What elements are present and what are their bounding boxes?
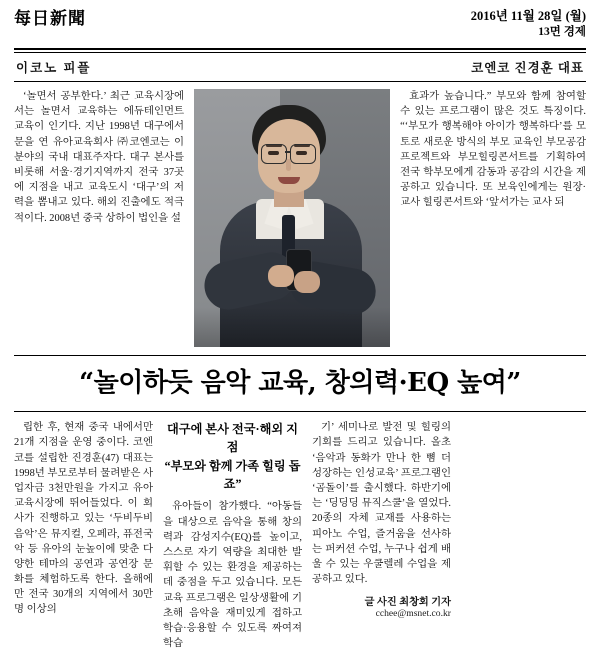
- headline-block: [14, 355, 586, 412]
- body-column-2: [163, 420, 302, 651]
- reporter-email: cchee@msnet.co.kr: [375, 608, 451, 620]
- photo-shadow: [194, 307, 390, 347]
- masthead: [14, 8, 586, 46]
- masthead-meta: [471, 8, 586, 40]
- issue-page: 13면 경제: [538, 25, 586, 38]
- lead-block: [14, 89, 586, 347]
- lead-column-left: [14, 89, 184, 347]
- interviewee-name: 코엔코 진경훈 대표: [471, 61, 584, 75]
- body-text-3: 기’ 세미나로 발전 및 힐링의 기회를 드리고 있습니다. 올초 ‘음악과 동화가 만나 한 뼘 더 성장하는 인성교육’ 프로그램인 ‘곰돌이’를 출시했다. 하반기에는 ‘딩딩딩 뮤직스쿨’을 열었다. 20종의 자체 교재를 사용하는 피아노 수업, 즐거움을 선사하는 퍼커션 수업, 누구나 쉽게 배울 수 있는 우쿨렐레 수업을 제공하고 있다.: [312, 422, 451, 586]
- article-subhead: [163, 420, 302, 493]
- photo-glasses-right: [290, 144, 316, 164]
- byline: 글 사진 최창회 기자: [364, 597, 451, 609]
- section-name: 이코노 피플: [16, 61, 92, 75]
- body-column-3: [312, 420, 451, 651]
- newspaper-logo: 每日新聞: [14, 9, 86, 29]
- photo-hand-left: [268, 265, 294, 287]
- section-bar: [14, 53, 586, 82]
- lead-column-right: [400, 89, 586, 347]
- article-headline: “놀이하듯 음악 교육, 창의력·EQ 높여”: [79, 368, 521, 398]
- subhead-line-1: 대구에 본사 전국·해외 지점: [167, 422, 298, 455]
- portrait-photo: [194, 89, 390, 347]
- body-text-2: 유아들이 참가했다. “아동들을 대상으로 음악을 통해 창의력과 감성지수(EQ)를 높이고, 스스로 자기 역량을 최대한 발휘할 수 있는 환경을 제공하는 데 중점을 두고 있습니다. 모든 교육 프로그램은 일상생활에 기초해 음악을 재미있게 접하고 학습·응용할 수 있도록 짜여져 학습: [163, 501, 302, 650]
- body-text-1: 립한 후, 현재 중국 내에서만 21개 지점을 운영 중이다. 코엔코를 설립한 진경훈(47) 대표는 1998년 부모로부터 물려받은 사업자금 3천만원을 가지고 유아교육시장에 뛰어들었다. 이 회사가 진행하고 있는 ‘두비두비 음악’은 뮤지컬, 오페라, 퓨전국악 등 유아의 눈높이에 맞춘 다양한 테마의 공연과 공연장 문화를 체험하도록 한다. 올해에만 전국 30개의 지역에서 30만 명 이상의: [14, 422, 153, 616]
- issue-date: 2016년 11월 28일 (월): [470, 9, 586, 23]
- photo-glasses-left: [261, 144, 287, 164]
- photo-glasses-bridge: [285, 151, 290, 153]
- body-block: [14, 420, 586, 651]
- photo-hand-right: [294, 271, 320, 293]
- subhead-line-2: “부모와 함께 가족 힐링 돕죠”: [164, 458, 301, 492]
- portrait-photo-container: [194, 89, 390, 347]
- lead-text-right: 효과가 높습니다.” 부모와 함께 참여할 수 있는 프로그램이 많은 것도 특징이다. “‘부모가 행복해야 아이가 행복하다’를 모토로 새로운 방식의 부모 교육인 부모공감프로젝트와 부모힐링콘서트를 기획하여 전국 학부모에게 감동과 공감의 시간을 제공하고 있습니다. 또 보육인에게는 원장·교사 힐링콘서트와 ‘앞서가는 교사 되: [400, 91, 586, 209]
- photo-nose: [286, 159, 291, 171]
- headline-rule: [14, 411, 586, 412]
- masthead-rule-thick: [14, 48, 586, 50]
- lead-text-left: ‘놀면서 공부한다.’ 최근 교육시장에서는 놀면서 교육하는 에듀테인먼트 교육이 인기다. 지난 1998년 대구에서 문을 연 유아교육회사 ㈜코엔코는 이 분야의 국내 대표주자다. 대구 본사를 비롯해 서울·경기지역까지 전국 37곳에 지점을 내고 교육도시 ‘대구’의 저력을 뽐내고 있다. 해외 진출에도 적극적이다. 2008년 중국 상하이 법인을 설: [14, 91, 185, 224]
- body-column-1: [14, 420, 153, 651]
